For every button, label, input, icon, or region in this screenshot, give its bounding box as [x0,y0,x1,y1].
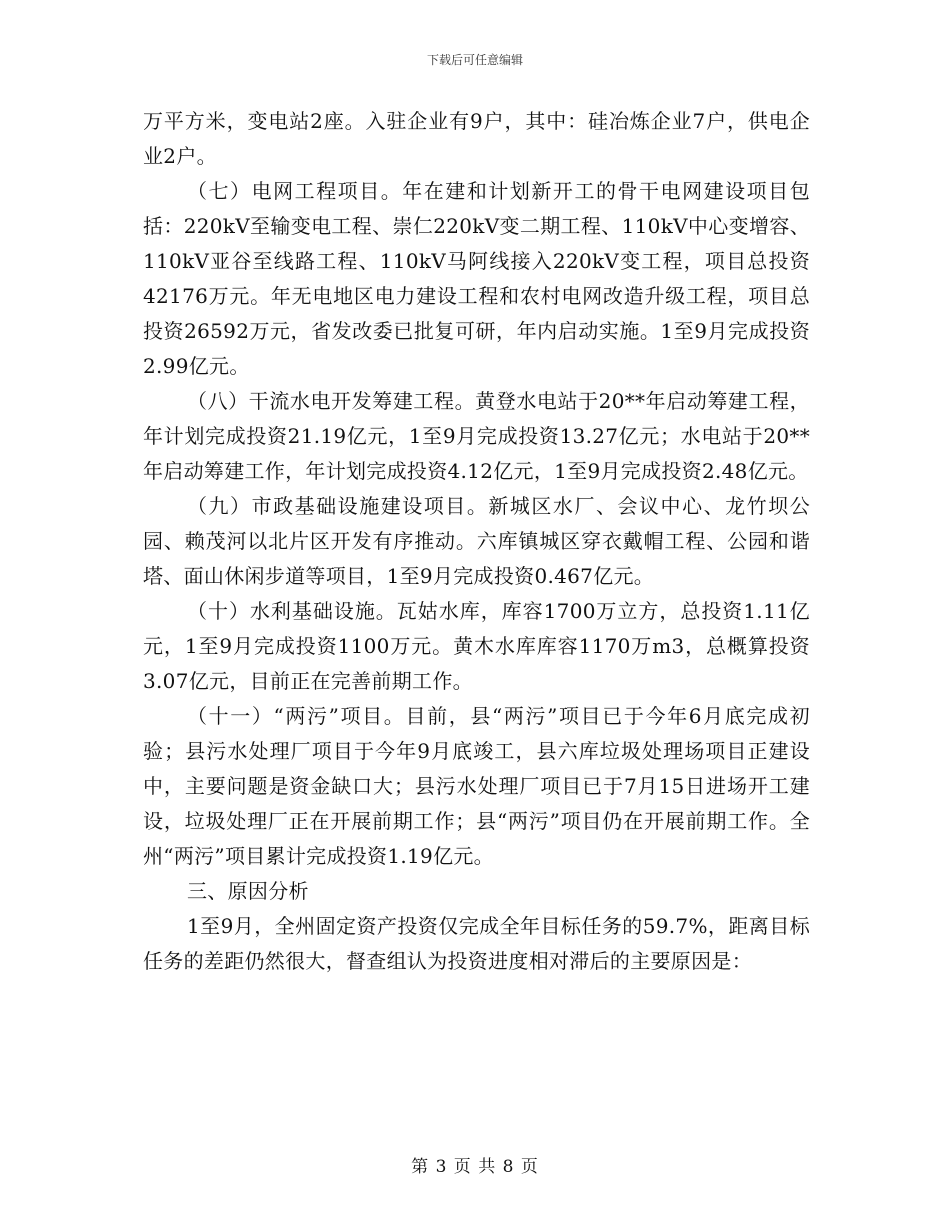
paragraph-water-conservancy: （十）水利基础设施。瓦姑水库，库容1700万立方，总投资1.11亿元，1至9月完成投资1100万元。黄木水库库容1170万m3，总概算投资3.07亿元，目前正在完善前期工作。 [143,599,810,693]
document-body [143,104,810,979]
paragraph-continuation: 万平方米，变电站2座。入驻企业有9户，其中：硅冶炼企业7户，供电企业2户。 [143,109,810,168]
paragraph-power-grid: （七）电网工程项目。年在建和计划新开工的骨干电网建设项目包括：220kV至输变电工程、崇仁220kV变二期工程、110kV中心变增容、110kV亚谷至线路工程、110kV马阿线接入220kV变工程，项目总投资42176万元。年无电地区电力建设工程和农村电网改造升级工程，项目总投资26592万元，省发改委已批复可研，年内启动实施。1至9月完成投资2.99亿元。 [143,179,810,378]
paragraph-cause-analysis: 1至9月，全州固定资产投资仅完成全年目标任务的59.7%，距离目标任务的差距仍然很大，督查组认为投资进度相对滞后的主要原因是： [143,914,810,973]
paragraph-hydropower: （八）干流水电开发筹建工程。黄登水电站于20**年启动筹建工程，年计划完成投资21.19亿元，1至9月完成投资13.27亿元；水电站于20**年启动筹建工作，年计划完成投资4.12亿元，1至9月完成投资2.48亿元。 [143,389,810,483]
paragraph-municipal: （九）市政基础设施建设项目。新城区水厂、会议中心、龙竹坝公园、赖茂河以北片区开发有序推动。六库镇城区穿衣戴帽工程、公园和谐塔、面山休闲步道等项目，1至9月完成投资0.467亿元。 [143,494,810,588]
section-heading-cause-analysis: 三、原因分析 [187,879,309,903]
page-header: 下载后可任意编辑 [426,53,523,67]
page-number: 第 3 页 共 8 页 [411,1157,539,1177]
paragraph-two-pollution: （十一）“两污”项目。目前，县“两污”项目已于今年6月底完成初验；县污水处理厂项目于今年9月底竣工，县六库垃圾处理场项目正建设中，主要问题是资金缺口大；县污水处理厂项目已于7月15日进场开工建设，垃圾处理厂正在开展前期工作；县“两污”项目仍在开展前期工作。全州“两污”项目累计完成投资1.19亿元。 [143,704,810,868]
